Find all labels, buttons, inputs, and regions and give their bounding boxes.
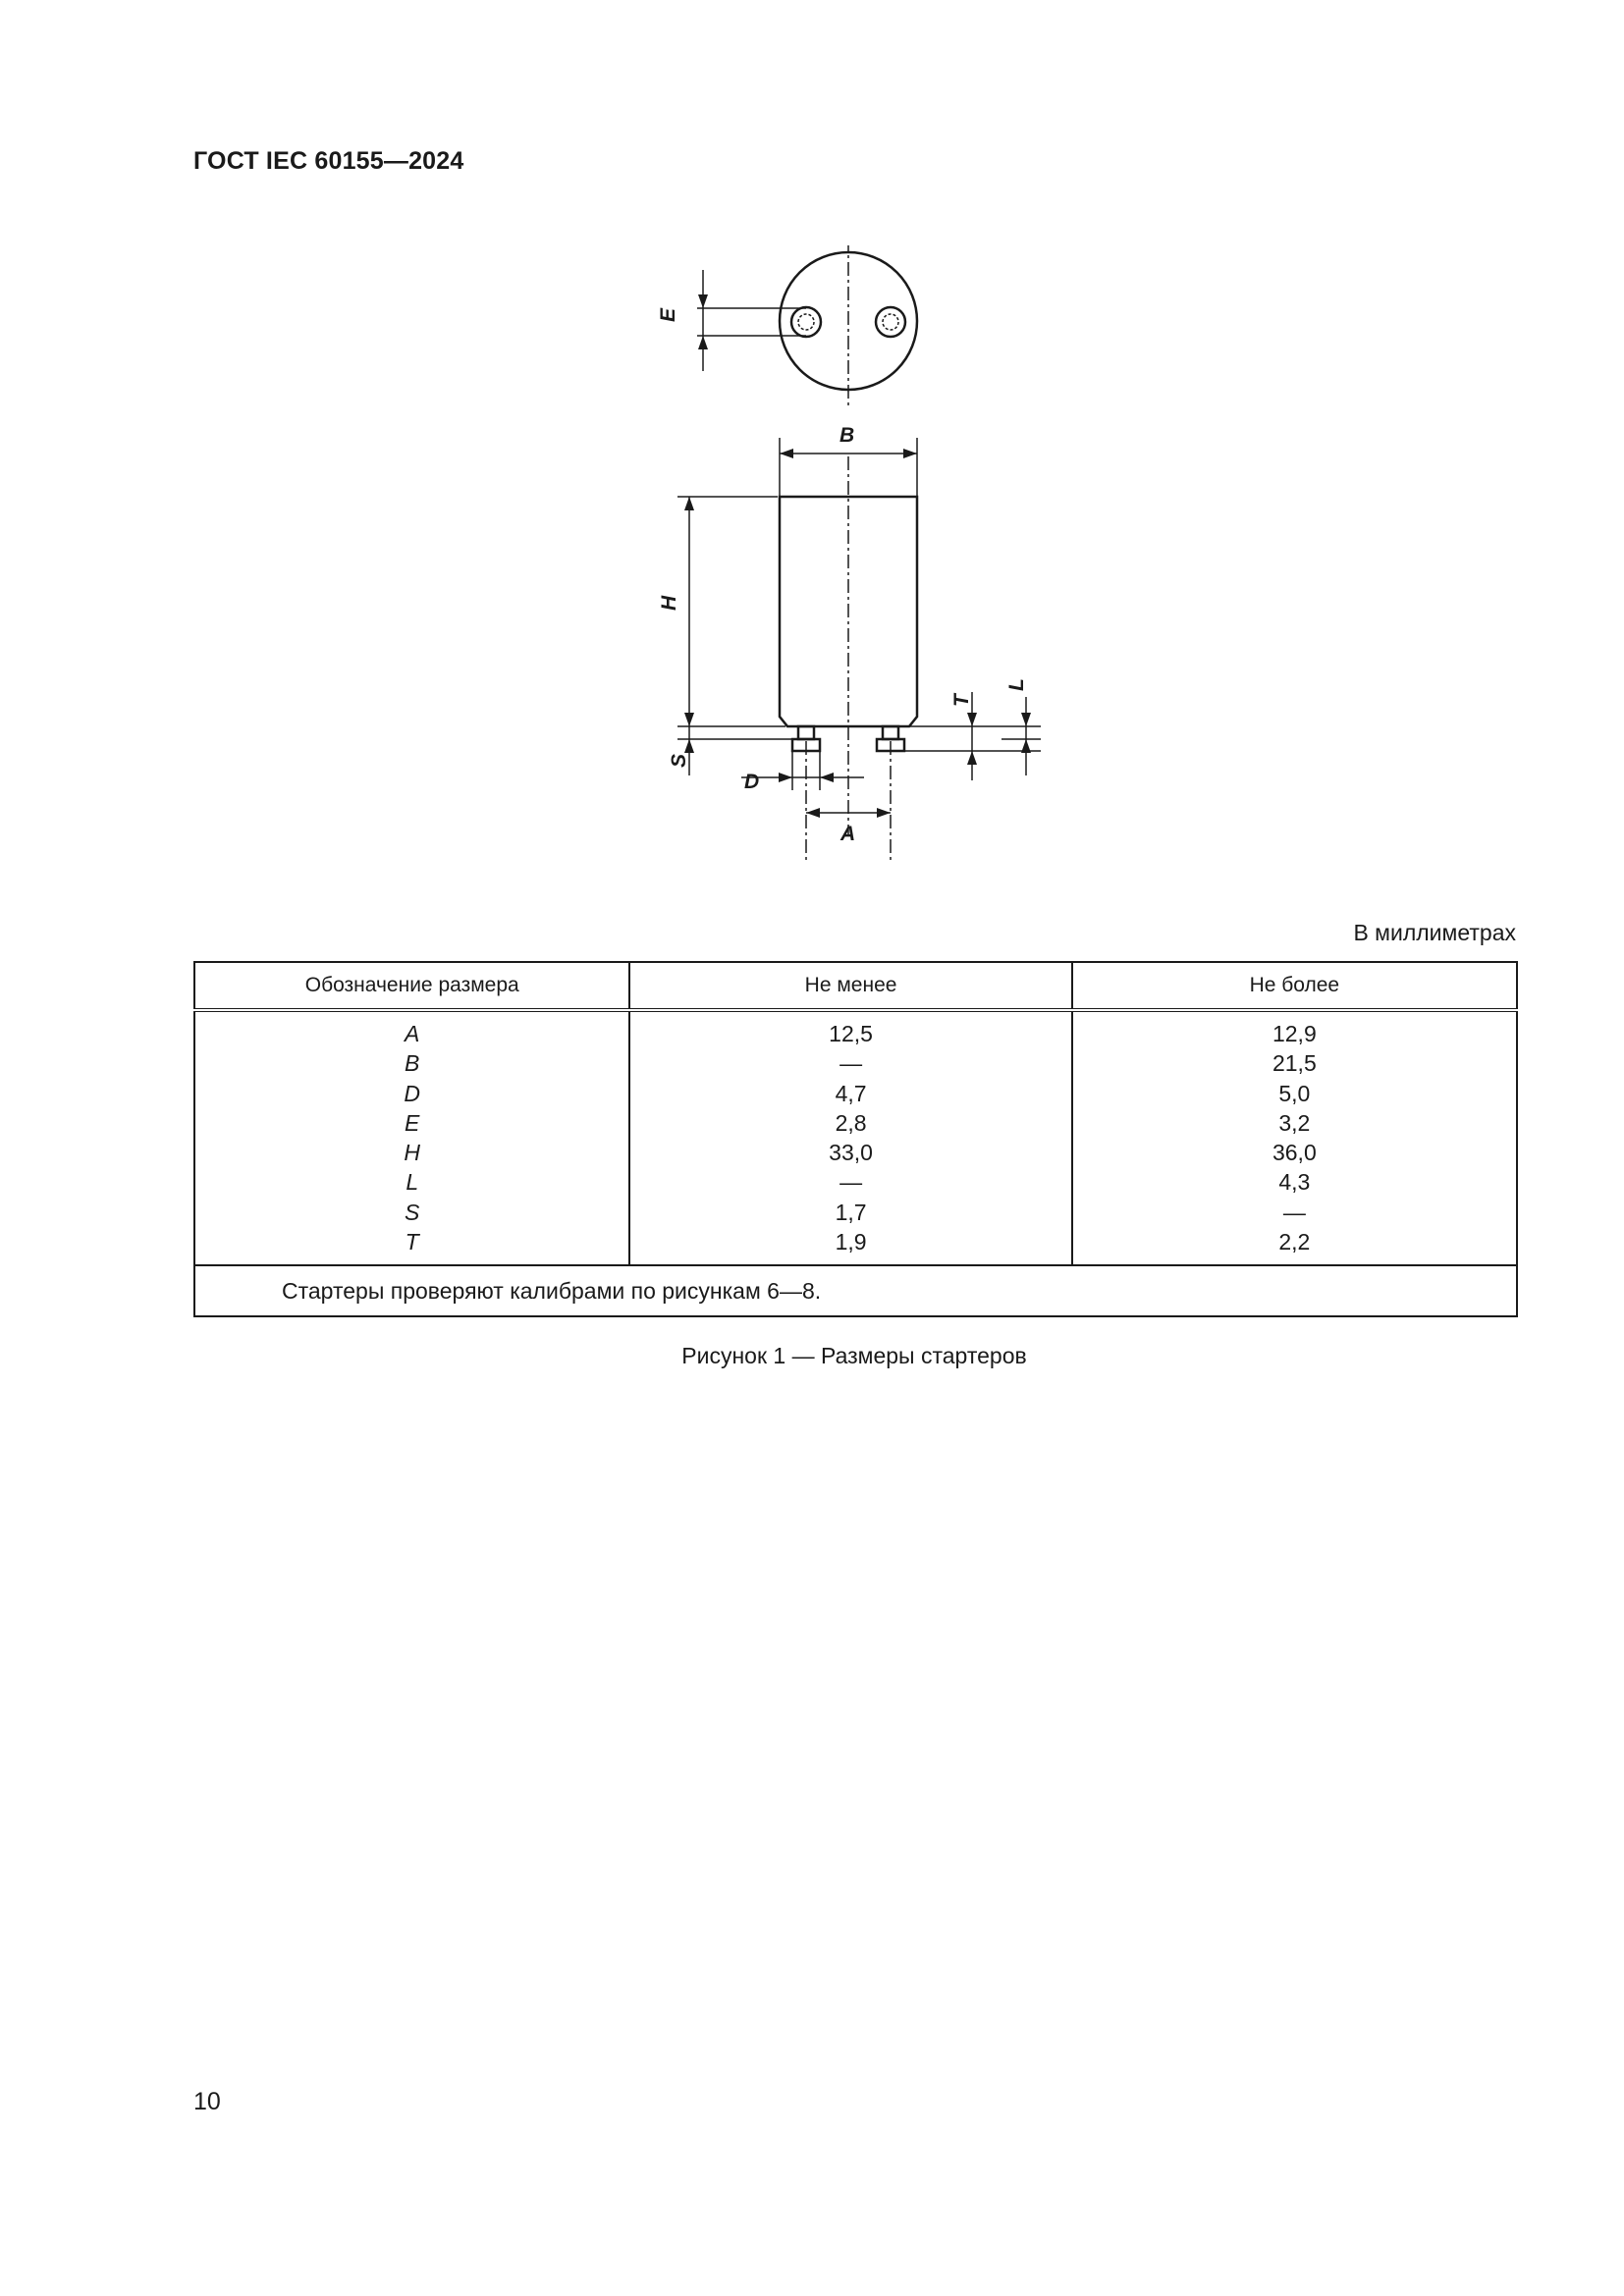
- table-cell-max: —: [1282, 1199, 1306, 1225]
- pin-right-top-view: [876, 307, 905, 337]
- table-cell-min: 33,0: [829, 1140, 873, 1166]
- document-header: ГОСТ IEC 60155—2024: [193, 147, 464, 175]
- table-cell-min: —: [839, 1050, 863, 1077]
- max-column: [1072, 1010, 1517, 1265]
- units-note: В миллиметрах: [1353, 920, 1516, 945]
- table-cell-symbol: S: [405, 1199, 420, 1225]
- figure-caption: Рисунок 1 — Размеры стартеров: [681, 1343, 1027, 1368]
- table-cell-max: 2,2: [1278, 1229, 1311, 1255]
- table-cell-min: —: [839, 1169, 863, 1196]
- pin-left-side: [798, 726, 814, 739]
- col-header-max: Не более: [1072, 962, 1517, 1010]
- pin-left-top-view: [791, 307, 821, 337]
- table-cell-max: 4,3: [1278, 1169, 1311, 1196]
- dimensions-table: [193, 961, 1518, 1317]
- table-cell-max: 5,0: [1278, 1080, 1311, 1106]
- table-note: Стартеры проверяют калибрами по рисункам 6—8.: [194, 1265, 1517, 1316]
- dim-label-e: E: [657, 307, 679, 322]
- dim-label-l: L: [1005, 678, 1028, 691]
- starter-dimension-drawing: [638, 245, 1090, 883]
- col-header-designation: Обозначение размера: [194, 962, 629, 1010]
- dim-label-h: H: [658, 595, 680, 611]
- table-cell-symbol: E: [405, 1109, 420, 1136]
- table-cell-symbol: L: [406, 1169, 419, 1196]
- table-cell-min: 4,7: [835, 1080, 867, 1106]
- table-cell-symbol: T: [405, 1229, 419, 1255]
- min-column: [629, 1010, 1071, 1265]
- table-cell-max: 21,5: [1272, 1050, 1317, 1077]
- table-cell-min: 2,8: [835, 1109, 867, 1136]
- table-cell-min: 1,9: [835, 1229, 867, 1255]
- pin-right-side: [883, 726, 898, 739]
- table-cell-symbol: H: [404, 1140, 421, 1166]
- table-cell-symbol: B: [405, 1050, 420, 1077]
- dim-label-s: S: [668, 753, 690, 768]
- page-number: 10: [193, 2088, 221, 2115]
- table-cell-symbol: A: [405, 1021, 420, 1046]
- dim-label-a: A: [840, 823, 856, 845]
- table-cell-min: 12,5: [829, 1021, 873, 1046]
- col-header-min: Не менее: [629, 962, 1071, 1010]
- table-cell-max: 3,2: [1278, 1109, 1311, 1136]
- table-cell-max: 36,0: [1272, 1140, 1317, 1166]
- symbol-column: [194, 1010, 629, 1265]
- dim-label-t: T: [950, 694, 973, 707]
- table-cell-max: 12,9: [1272, 1021, 1317, 1046]
- dim-label-b: B: [839, 424, 855, 447]
- dim-label-d: D: [744, 771, 760, 793]
- table-cell-symbol: D: [404, 1080, 421, 1106]
- table-cell-min: 1,7: [835, 1199, 867, 1225]
